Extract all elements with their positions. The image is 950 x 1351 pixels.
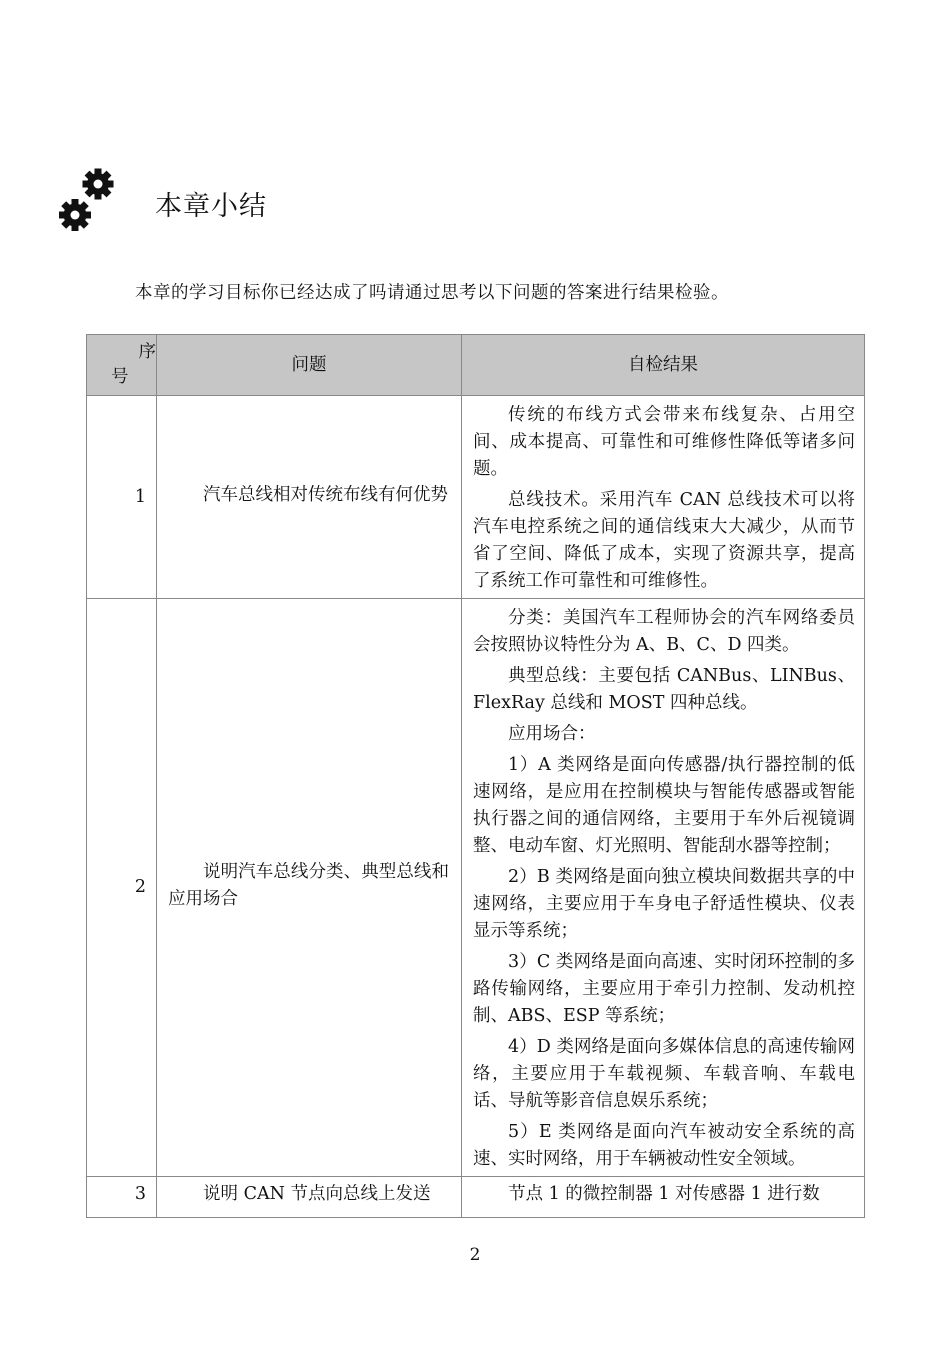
question-text: 说明 CAN 节点向总线上发送 — [203, 1184, 431, 1204]
answer-paragraph: 5）E 类网络是面向汽车被动安全系统的高速、实时网络，用于车辆被动性安全领域。 — [473, 1122, 855, 1169]
answer-paragraph: 传统的布线方式会带来布线复杂、占用空间、成本提高、可靠性和可维修性降低等诸多问题。 — [473, 405, 855, 479]
gears-icon — [56, 165, 118, 237]
header-number — [87, 335, 157, 396]
answer-paragraph: 1）A 类网络是面向传感器/执行器控制的低速网络，是应用在控制模块与智能传感器或智能执行器之间的通信网络，主要用于车外后视镜调整、电动车窗、灯光照明、智能刮水器等控制； — [473, 755, 855, 856]
row-answer — [462, 599, 865, 1177]
row-question — [157, 396, 462, 599]
answer-paragraph: 典型总线：主要包括 CANBus、LINBus、FlexRay 总线和 MOST 四种总线。 — [473, 666, 855, 713]
section-title: 本章小结 — [155, 191, 267, 222]
row-number: 3 — [87, 1177, 157, 1218]
page-number: 2 — [469, 1245, 481, 1265]
question-text: 汽车总线相对传统布线有何优势 — [203, 484, 448, 505]
row-question — [157, 1177, 462, 1218]
small-gear-icon — [59, 199, 91, 231]
row-number: 2 — [87, 599, 157, 1177]
answer-paragraph: 应用场合： — [508, 724, 596, 744]
intro-text: 本章的学习目标你已经达成了吗请通过思考以下问题的答案进行结果检验。 — [135, 283, 729, 303]
header-answer: 自检结果 — [462, 335, 865, 396]
row-answer — [462, 1177, 865, 1218]
header-number-line2: 号 — [111, 367, 129, 387]
self-check-table — [86, 334, 865, 1218]
table-row — [87, 1177, 865, 1218]
question-text: 说明汽车总线分类、典型总线和应用场合 — [168, 861, 449, 909]
table-row — [87, 396, 865, 599]
header-question: 问题 — [157, 335, 462, 396]
header-number-line1: 序 — [138, 342, 156, 362]
table-header-row — [87, 335, 865, 396]
row-answer — [462, 396, 865, 599]
answer-paragraph: 节点 1 的微控制器 1 对传感器 1 进行数 — [508, 1184, 820, 1204]
answer-paragraph: 3）C 类网络是面向高速、实时闭环控制的多路传输网络，主要应用于牵引力控制、发动机控制、ABS、ESP 等系统； — [473, 952, 855, 1026]
large-gear-icon — [83, 169, 114, 200]
answer-paragraph: 分类：美国汽车工程师协会的汽车网络委员会按照协议特性分为 A、B、C、D 四类。 — [473, 608, 855, 655]
row-question — [157, 599, 462, 1177]
row-number: 1 — [87, 396, 157, 599]
answer-paragraph: 2）B 类网络是面向独立模块间数据共享的中速网络，主要应用于车身电子舒适性模块、仪表显示等系统； — [473, 867, 855, 941]
table-row — [87, 599, 865, 1177]
answer-paragraph: 总线技术。采用汽车 CAN 总线技术可以将汽车电控系统之间的通信线束大大减少，从而节省了空间、降低了成本，实现了资源共享，提高了系统工作可靠性和可维修性。 — [473, 490, 855, 591]
answer-paragraph: 4）D 类网络是面向多媒体信息的高速传输网络，主要应用于车载视频、车载音响、车载电话、导航等影音信息娱乐系统； — [473, 1037, 855, 1111]
